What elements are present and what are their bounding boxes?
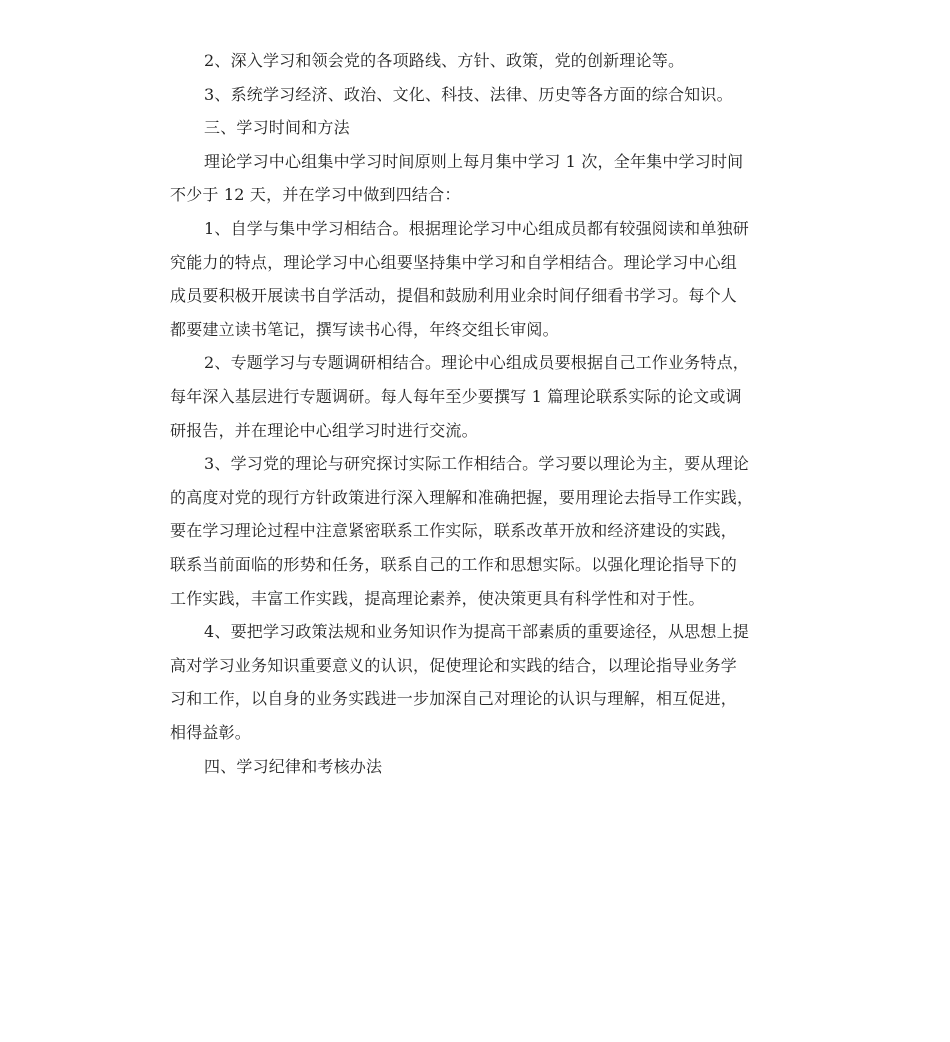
text-line: 每年深入基层进行专题调研。每人每年至少要撰写 1 篇理论联系实际的论文或调 [170, 387, 742, 406]
text-line: 成员要积极开展读书自学活动，提倡和鼓励利用业余时间仔细看书学习。每个人 [170, 286, 738, 305]
text-line: 相得益彰。 [170, 723, 252, 742]
section-heading: 四、学习纪律和考核办法 [204, 757, 383, 776]
text-line: 都要建立读书笔记，撰写读书心得，年终交组长审阅。 [170, 320, 559, 339]
text-line: 4、要把学习政策法规和业务知识作为提高干部素质的重要途径，从思想上提 [204, 622, 749, 641]
text-line: 高对学习业务知识重要意义的认识，促使理论和实践的结合，以理论指导业务学 [170, 656, 738, 675]
text-line: 1、自学与集中学习相结合。根据理论学习中心组成员都有较强阅读和单独研 [204, 219, 749, 238]
text-line: 联系当前面临的形势和任务，联系自己的工作和思想实际。以强化理论指导下的 [170, 555, 738, 574]
text-line: 2、专题学习与专题调研相结合。理论中心组成员要根据自己工作业务特点， [204, 353, 749, 372]
text-line: 2、深入学习和领会党的各项路线、方针、政策，党的创新理论等。 [204, 51, 685, 70]
text-line: 研报告，并在理论中心组学习时进行交流。 [170, 421, 478, 440]
text-line: 要在学习理论过程中注意紧密联系工作实际，联系改革开放和经济建设的实践， [170, 521, 738, 540]
text-line: 究能力的特点，理论学习中心组要坚持集中学习和自学相结合。理论学习中心组 [170, 253, 738, 272]
text-line: 的高度对党的现行方针政策进行深入理解和准确把握，要用理论去指导工作实践， [170, 488, 754, 507]
text-line: 理论学习中心组集中学习时间原则上每月集中学习 1 次，全年集中学习时间 [204, 152, 744, 171]
text-line: 3、学习党的理论与研究探讨实际工作相结合。学习要以理论为主，要从理论 [204, 454, 749, 473]
text-line: 习和工作，以自身的业务实践进一步加深自己对理论的认识与理解，相互促进， [170, 689, 738, 708]
section-heading: 三、学习时间和方法 [204, 118, 350, 137]
text-line: 3、系统学习经济、政治、文化、科技、法律、历史等各方面的综合知识。 [204, 85, 733, 104]
text-line: 工作实践，丰富工作实践，提高理论素养，使决策更具有科学性和对于性。 [170, 589, 705, 608]
text-line: 不少于 12 天，并在学习中做到四结合： [170, 185, 461, 204]
